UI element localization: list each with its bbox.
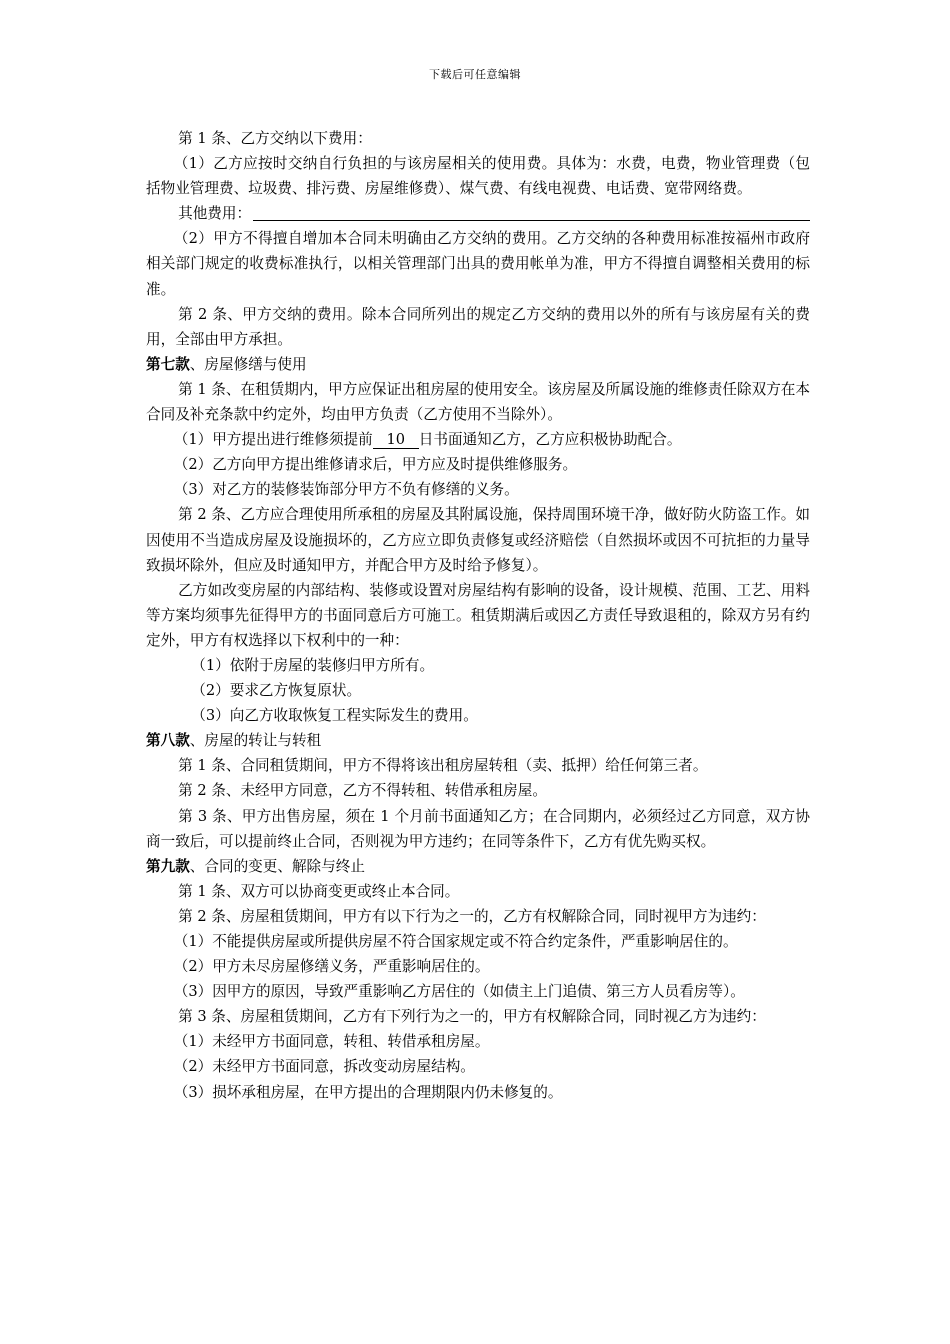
document-body [146, 126, 810, 1105]
clause-6-1-item-2: （2）甲方不得擅自增加本合同未明确由乙方交纳的费用。乙方交纳的各种费用标准按福州市政府相关部门规定的收费标准执行，以相关管理部门出具的费用帐单为准，甲方不得擅自调整相关费用的标准。 [146, 230, 810, 298]
clause-7-2-item-3: （3）向乙方收取恢复工程实际发生的费用。 [191, 707, 478, 725]
other-fees-blank [253, 202, 810, 221]
article-9-number: 第九款 [146, 857, 190, 875]
clause-7-2-item-2: （2）要求乙方恢复原状。 [191, 682, 362, 700]
clause-9-3-item-2: （2）未经甲方书面同意，拆改变动房屋结构。 [173, 1058, 475, 1076]
other-fees-row [146, 201, 810, 226]
clause-7-2-item-1: （1）依附于房屋的装修归甲方所有。 [191, 656, 435, 674]
clause-9-2: 第 2 条、房屋租赁期间，甲方有以下行为之一的，乙方有权解除合同，同时视甲方为违约： [178, 907, 766, 925]
clause-7-2-paragraph-2: 乙方如改变房屋的内部结构、装修或设置对房屋结构有影响的设备，设计规模、范围、工艺、用料等方案均须事先征得甲方的书面同意后方可施工。租赁期满后或因乙方责任导致退租的，除双方另有约定外，甲方有权选择以下权利中的一种： [146, 581, 810, 649]
clause-7-1-item-3: （3）对乙方的装修装饰部分甲方不负有修缮的义务。 [173, 481, 519, 499]
article-9-heading [146, 854, 810, 879]
clause-9-2-item-1: （1）不能提供房屋或所提供房屋不符合国家规定或不符合约定条件，严重影响居住的。 [173, 933, 738, 950]
clause-9-3-item-3: （3）损坏承租房屋，在甲方提出的合理期限内仍未修复的。 [173, 1083, 563, 1101]
other-fees-label: 其他费用： [178, 205, 252, 223]
notice-days-value: 10 [373, 431, 419, 449]
article-8-number: 第八款 [146, 732, 190, 750]
clause-8-1: 第 1 条、合同租赁期间，甲方不得将该出租房屋转租（卖、抵押）给任何第三者。 [178, 757, 708, 775]
clause-7-1-item-1-post: 日书面通知乙方，乙方应积极协助配合。 [418, 431, 682, 449]
clause-9-2-item-3: （3）因甲方的原因，导致严重影响乙方居住的（如债主上门追债、第三方人员看房等）。 [173, 983, 745, 1001]
article-7-heading [146, 352, 810, 377]
clause-7-1-item-1-pre: （1）甲方提出进行维修须提前 [173, 431, 373, 449]
article-8-heading [146, 728, 810, 753]
clause-8-2: 第 2 条、未经甲方同意，乙方不得转租、转借承租房屋。 [178, 782, 547, 800]
clause-9-3-item-1: （1）未经甲方书面同意，转租、转借承租房屋。 [173, 1033, 490, 1051]
page-header: 下载后可任意编辑 [429, 68, 521, 81]
clause-7-2: 第 2 条、乙方应合理使用所承租的房屋及其附属设施，保持周围环境干净，做好防火防盗工作。如因使用不当造成房屋及设施损坏的，乙方应立即负责修复或经济赔偿（自然损坏或因不可抗拒的力量导致损坏除外，但应及时通知甲方，并配合甲方及时给予修复）。 [146, 506, 810, 574]
clause-6-1-title: 第 1 条、乙方交纳以下费用： [178, 130, 372, 147]
article-7-title: 、房屋修缮与使用 [189, 355, 307, 373]
article-7-number: 第七款 [146, 355, 190, 373]
clause-9-1: 第 1 条、双方可以协商变更或终止本合同。 [178, 882, 460, 900]
clause-9-3: 第 3 条、房屋租赁期间，乙方有下列行为之一的，甲方有权解除合同，同时视乙方为违约： [178, 1008, 766, 1026]
clause-6-2: 第 2 条、甲方交纳的费用。除本合同所列出的规定乙方交纳的费用以外的所有与该房屋有关的费用，全部由甲方承担。 [146, 305, 810, 348]
article-9-title: 、合同的变更、解除与终止 [189, 857, 365, 875]
clause-6-1-item-1: （1）乙方应按时交纳自行负担的与该房屋相关的使用费。具体为：水费，电费，物业管理费（包括物业管理费、垃圾费、排污费、房屋维修费）、煤气费、有线电视费、电话费、宽带网络费。 [146, 155, 810, 198]
clause-7-1-item-2: （2）乙方向甲方提出维修请求后，甲方应及时提供维修服务。 [173, 456, 578, 474]
clause-9-2-item-2: （2）甲方未尽房屋修缮义务，严重影响居住的。 [173, 958, 490, 976]
clause-8-3: 第 3 条、甲方出售房屋，须在 1 个月前书面通知乙方；在合同期内，必须经过乙方同意，双方协商一致后，可以提前终止合同，否则视为甲方违约；在同等条件下，乙方有优先购买权。 [146, 807, 810, 850]
article-8-title: 、房屋的转让与转租 [189, 732, 322, 750]
clause-7-1: 第 1 条、在租赁期内，甲方应保证出租房屋的使用安全。该房屋及所属设施的维修责任除双方在本合同及补充条款中约定外，均由甲方负责（乙方使用不当除外）。 [146, 380, 810, 424]
clause-7-1-item-1 [146, 427, 810, 452]
